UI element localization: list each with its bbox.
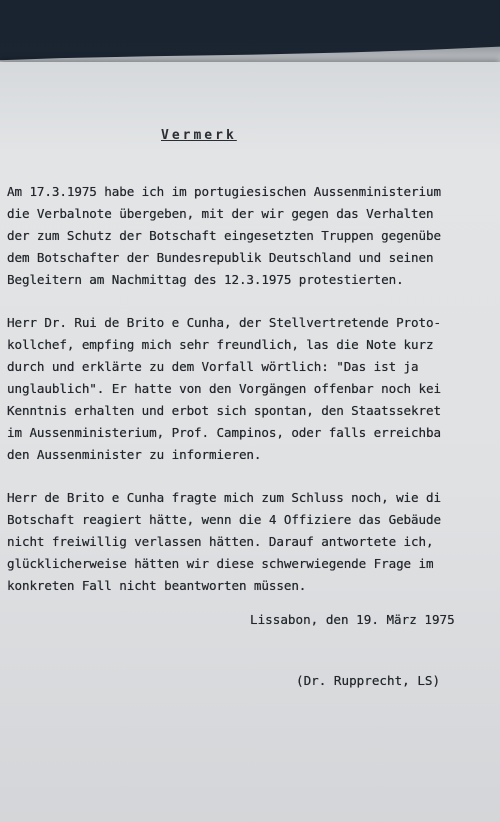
paragraph-1-line-1: Am 17.3.1975 habe ich im portugiesischen Aussenministerium — [7, 184, 441, 199]
paragraph-3-line-5: konkreten Fall nicht beantworten müssen. — [7, 578, 307, 593]
paragraph-3-line-2: Botschaft reagiert hätte, wenn die 4 Offiziere das Gebäude — [7, 512, 441, 527]
paragraph-3-line-1: Herr de Brito e Cunha fragte mich zum Schluss noch, wie di — [7, 490, 441, 505]
paragraph-2-line-3: durch und erklärte zu dem Vorfall wörtlich: "Das ist ja — [7, 359, 419, 374]
paragraph-2-line-5: Kenntnis erhalten und erbot sich spontan, den Staatssekret — [7, 403, 441, 418]
paragraph-1-line-2: die Verbalnote übergeben, mit der wir gegen das Verhalten — [7, 206, 434, 221]
paragraph-2-line-6: im Aussenministerium, Prof. Campinos, oder falls erreichba — [7, 425, 441, 440]
paragraph-3-line-4: glücklicherweise hätten wir diese schwerwiegende Frage im — [7, 556, 434, 571]
paragraph-2-line-4: unglaublich". Er hatte von den Vorgängen offenbar noch kei — [7, 381, 441, 396]
paper-sheet — [0, 62, 500, 822]
document-title: Vermerk — [161, 128, 237, 143]
place-and-date: Lissabon, den 19. März 1975 — [250, 612, 455, 627]
paragraph-1-line-5: Begleitern am Nachmittag des 12.3.1975 protestierten. — [7, 272, 404, 287]
signature-line: (Dr. Rupprecht, LS) — [296, 673, 441, 688]
paragraph-2-line-2: kollchef, empfing mich sehr freundlich, las die Note kurz — [7, 337, 434, 352]
paragraph-2-line-7: den Aussenminister zu informieren. — [7, 447, 262, 462]
paragraph-1-line-4: dem Botschafter der Bundesrepublik Deutschland und seinen — [7, 250, 434, 265]
paragraph-1-line-3: der zum Schutz der Botschaft eingesetzten Truppen gegenübe — [7, 228, 441, 243]
paragraph-3-line-3: nicht freiwillig verlassen hätten. Darauf antwortete ich, — [7, 534, 434, 549]
paragraph-2-line-1: Herr Dr. Rui de Brito e Cunha, der Stellvertretende Proto- — [7, 315, 441, 330]
